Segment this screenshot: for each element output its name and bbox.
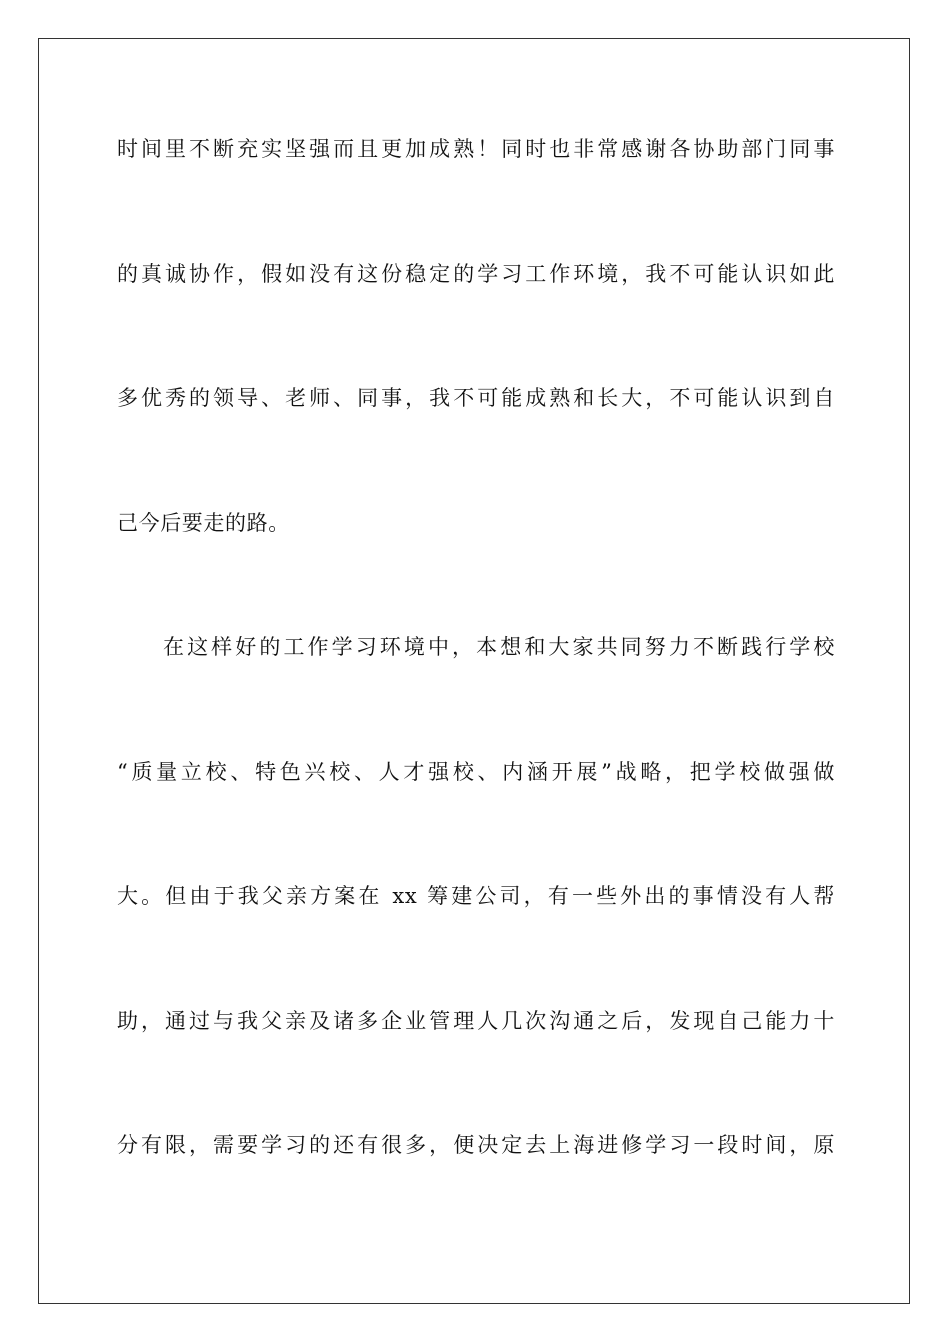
text-line-2: 的真诚协作，假如没有这份稳定的学习工作环境，我不可能认识如此 [117,262,835,286]
text-line-3: 多优秀的领导、老师、同事，我不可能成熟和长大，不可能认识到自 [117,386,835,410]
text-line-1: 时间里不断充实坚强而且更加成熟！同时也非常感谢各协助部门同事 [117,137,835,161]
text-line-5: 在这样好的工作学习环境中，本想和大家共同努力不断践行学校 [163,635,835,659]
text-line-7: 大。但由于我父亲方案在 xx 筹建公司，有一些外出的事情没有人帮 [117,884,835,908]
text-line-8: 助，通过与我父亲及诸多企业管理人几次沟通之后，发现自己能力十 [117,1009,835,1033]
text-line-9: 分有限，需要学习的还有很多，便决定去上海进修学习一段时间，原 [117,1133,835,1157]
page-frame [38,38,910,1304]
text-line-4: 己今后要走的路。 [117,511,290,535]
text-line-6: “质量立校、特色兴校、人才强校、内涵开展”战略，把学校做强做 [117,760,835,784]
